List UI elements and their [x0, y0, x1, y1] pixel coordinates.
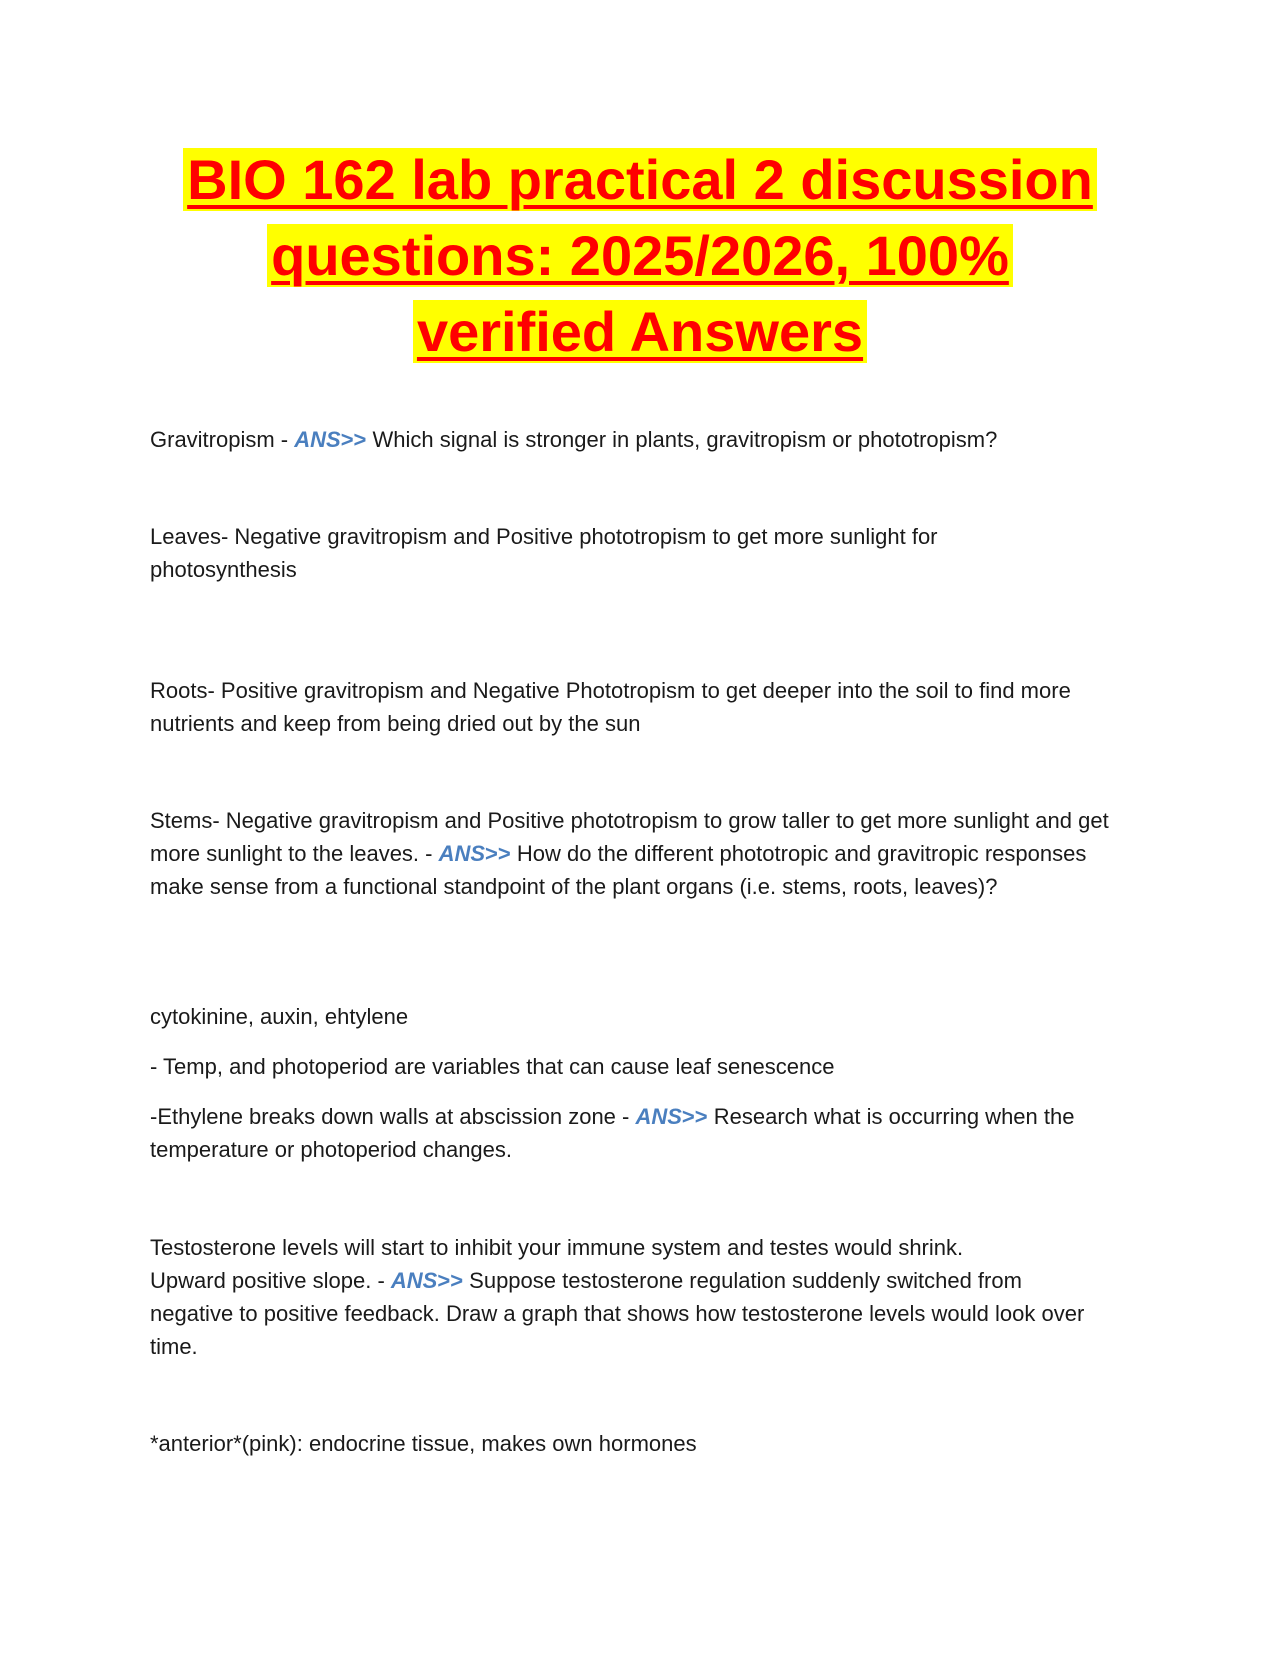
paragraph-text: cytokinine, auxin, ehtylene — [150, 1004, 409, 1029]
title-line-3: verified Answers — [413, 300, 867, 363]
question-text: How do the different phototropic and gravitropic responses make sense from a functional standpoint of the plant organs (i.e. stems, roots, leaves)? — [150, 841, 1087, 899]
paragraph-text: Testosterone levels will start to inhibit your immune system and testes would shrink. — [150, 1235, 964, 1260]
paragraph-text: Leaves- Negative gravitropism and Positive phototropism to get more sunlight for photosynthesis — [150, 524, 938, 582]
qa-gravitropism — [150, 423, 1110, 456]
qa-ethylene — [150, 1100, 1100, 1166]
ans-label: ANS — [438, 841, 486, 866]
paragraph-text: - Temp, and photoperiod are variables that can cause leaf senescence — [150, 1054, 835, 1079]
paragraph-text: Roots- Positive gravitropism and Negative Phototropism to get deeper into the soil to find more nutrients and keep from being dried out by the sun — [150, 678, 1071, 736]
document-title — [130, 142, 1150, 370]
answer-text: Upward positive slope. - — [150, 1268, 391, 1293]
ans-label: ANS — [294, 427, 341, 452]
question-text: Suppose testosterone regulation suddenly switched from negative to positive feedback. Draw a graph that shows how testosterone levels would look over time. — [150, 1268, 1085, 1359]
ans-label: ANS — [635, 1104, 682, 1129]
answer-text: Stems- Negative gravitropism and Positive phototropism to grow taller to get more sunlight and get more sunlight to the leaves. - — [150, 808, 1109, 866]
question-text: Research what is occurring when the temperature or photoperiod changes. — [150, 1104, 1075, 1162]
ans-label: ANS — [390, 1268, 438, 1293]
title-line-1: BIO 162 lab practical 2 discussion — [183, 148, 1097, 211]
paragraph-senescence — [150, 1050, 1110, 1083]
paragraph-hormones — [150, 1000, 1110, 1033]
paragraph-roots — [150, 674, 1080, 740]
title-line-2: questions: 2025/2026, 100% — [267, 224, 1013, 287]
question-text: Which signal is stronger in plants, gravitropism or phototropism? — [366, 427, 998, 452]
answer-text: -Ethylene breaks down walls at abscission zone - — [150, 1104, 636, 1129]
qa-testosterone — [150, 1231, 1100, 1363]
ans-arrow: >> — [681, 1104, 708, 1129]
ans-arrow: >> — [485, 841, 511, 866]
paragraph-leaves — [150, 520, 1050, 586]
ans-arrow: >> — [437, 1268, 464, 1293]
answer-text: Gravitropism - — [150, 427, 295, 452]
paragraph-text: *anterior*(pink): endocrine tissue, makes own hormones — [150, 1431, 697, 1456]
qa-stems — [150, 804, 1110, 903]
paragraph-anterior — [150, 1427, 1110, 1460]
ans-arrow: >> — [340, 427, 367, 452]
